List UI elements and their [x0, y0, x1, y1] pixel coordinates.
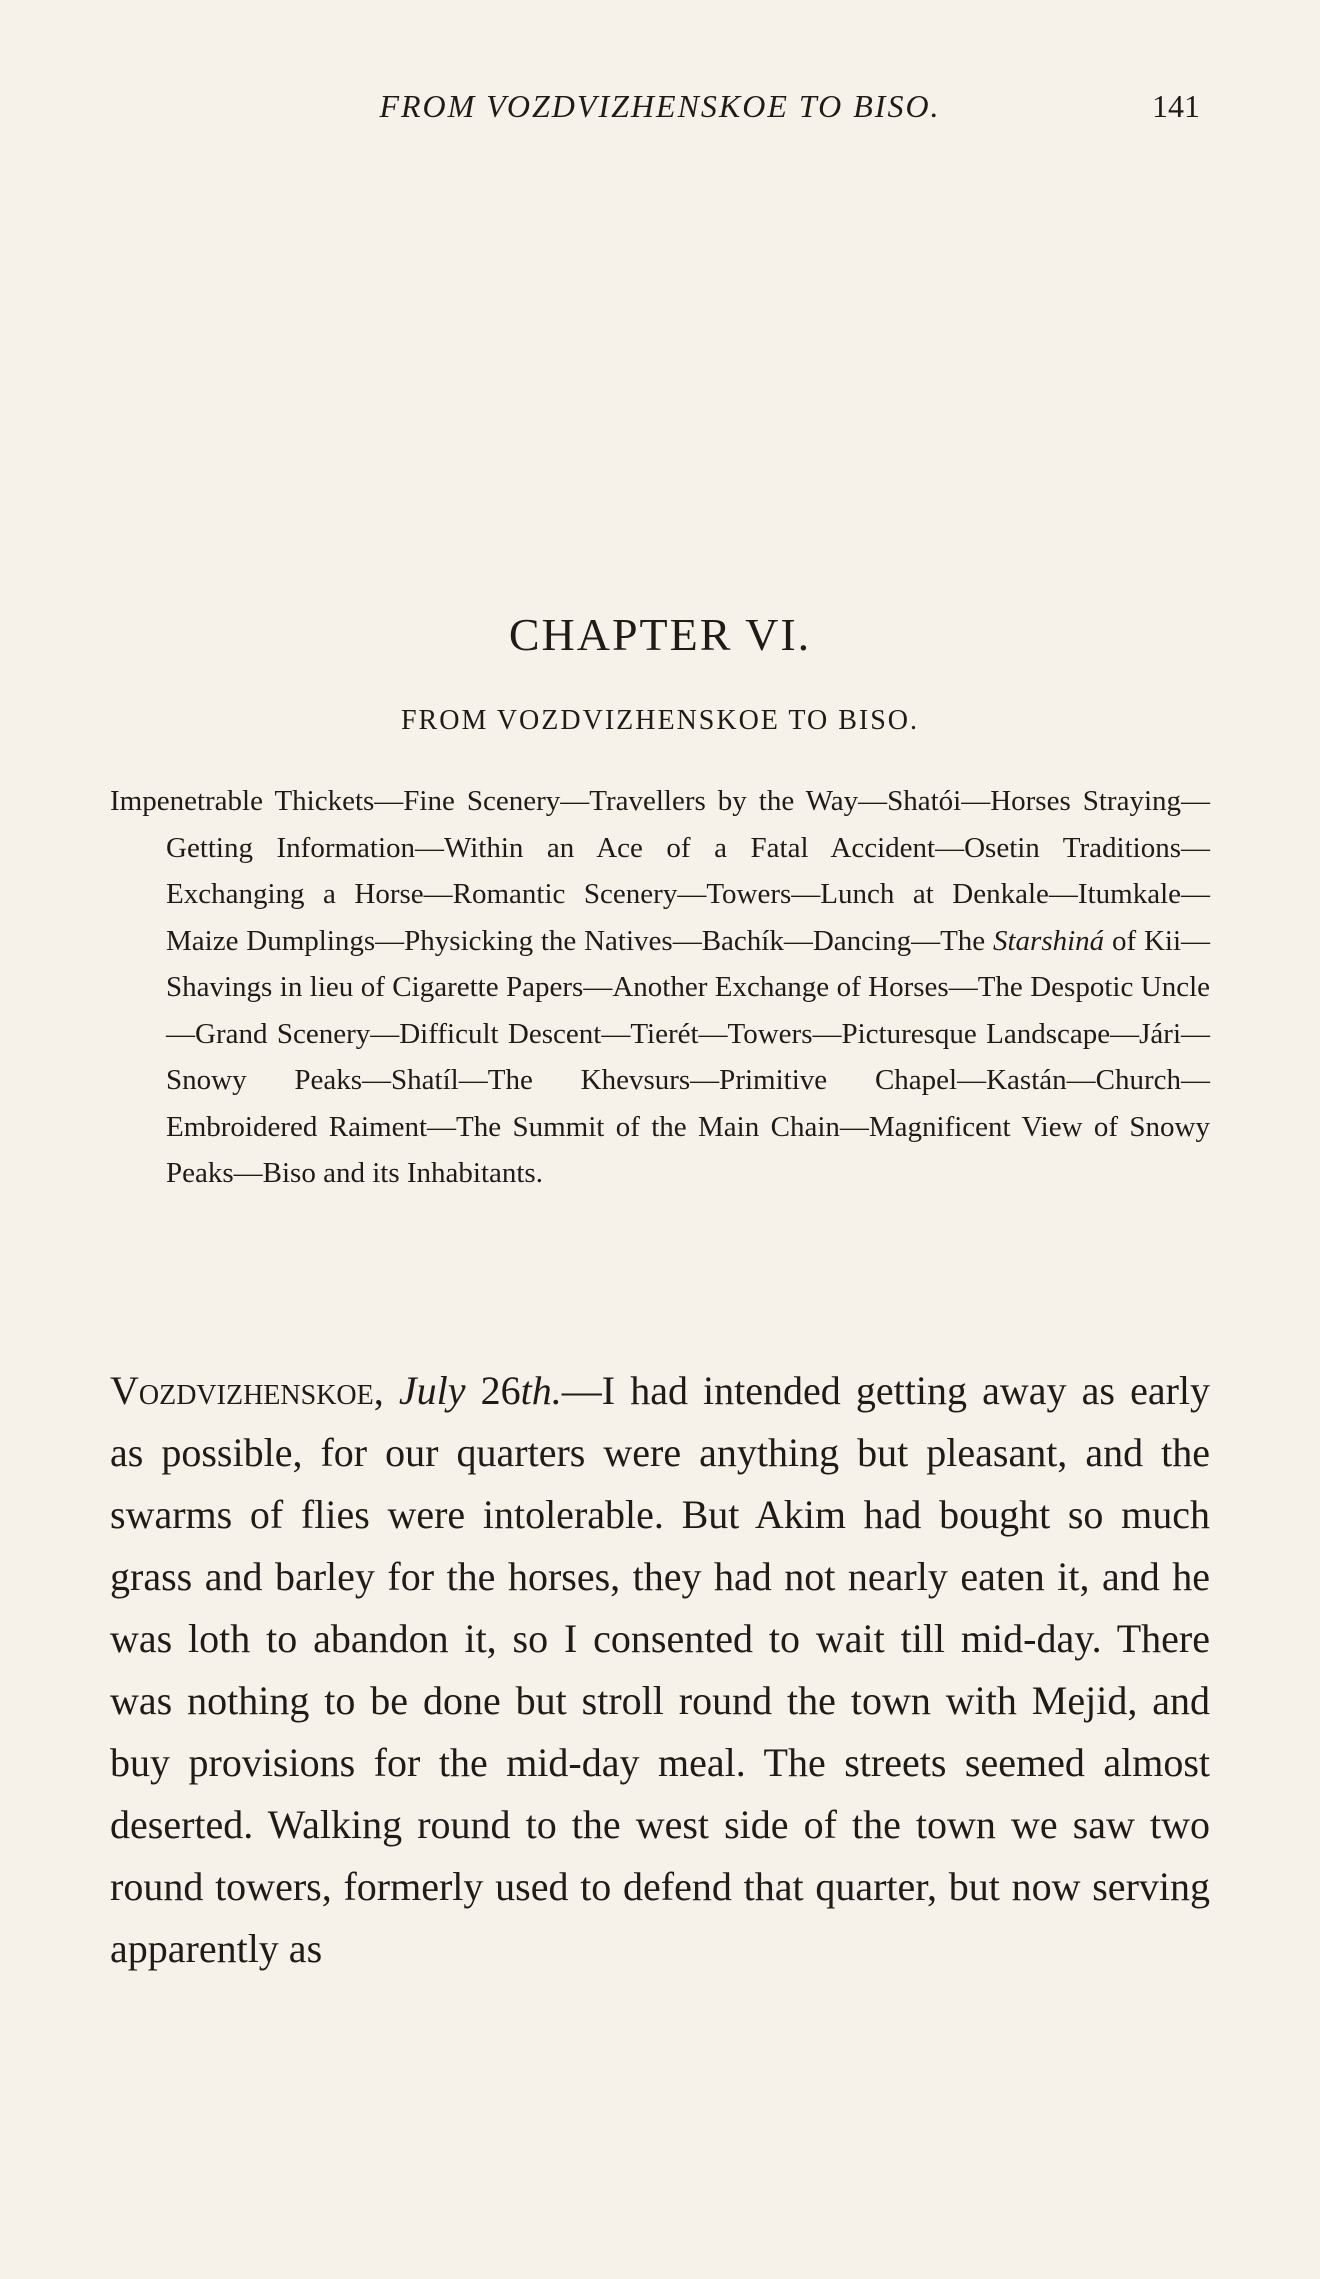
chapter-heading: CHAPTER VI. — [508, 609, 812, 660]
date-suffix: th. — [520, 1368, 562, 1413]
synopsis-text: Impenetrable Thickets—Fine Scenery—Travellers by the Way—Shatói—Horses Straying—Getting Information—Within an Ace of a Fatal Accident—Osetin Traditions—Exchanging a Horse—Romantic Scenery—Towers—Lunch at Denkale—Itumkale—Maize Dumplings—Physicking the Natives—Bachík—Dancing—The — [110, 785, 1210, 957]
chapter-title: FROM VOZDVIZHENSKOE TO BISO. — [400, 705, 920, 736]
running-head — [110, 88, 1210, 132]
chapter-synopsis — [110, 778, 1210, 1197]
synopsis-italic-term: Starshiná — [992, 924, 1105, 957]
running-title: FROM VOZDVIZHENSKOE TO BISO. — [379, 88, 941, 124]
body-paragraph — [110, 1360, 1210, 1980]
date-day: 26 — [480, 1368, 521, 1413]
place-name: Vozdvizhenskoe, — [110, 1368, 384, 1413]
body-text: —I had intended getting away as early as possible, for our quarters were anything but pleasant, and the swarms of flies were intolerable. But Akim had bought so much grass and barley for the horses, they had not nearly eaten it, and he was loth to abandon it, so I consented to wait till mid-day. There was nothing to be done but stroll round the town with Mejid, and buy provisions for the mid-day meal. The streets seemed almost deserted. Walking round to the west side of the town we saw two round towers, formerly used to defend that quarter, but now serving apparently as — [110, 1368, 1211, 1971]
page-number: 141 — [1152, 88, 1200, 124]
synopsis-text-continued: of Kii—Shavings in lieu of Cigarette Papers—Another Exchange of Horses—The Despotic Uncle—Grand Scenery—Difficult Descent—Tierét—Towers—Picturesque Landscape—Jári—Snowy Peaks—Shatíl—The Khevsurs—Primitive Chapel—Kastán—Church—Embroidered Raiment—The Summit of the Main Chain—Magnificent View of Snowy Peaks—Biso and its Inhabitants. — [166, 924, 1211, 1189]
date-month: July — [398, 1368, 466, 1413]
